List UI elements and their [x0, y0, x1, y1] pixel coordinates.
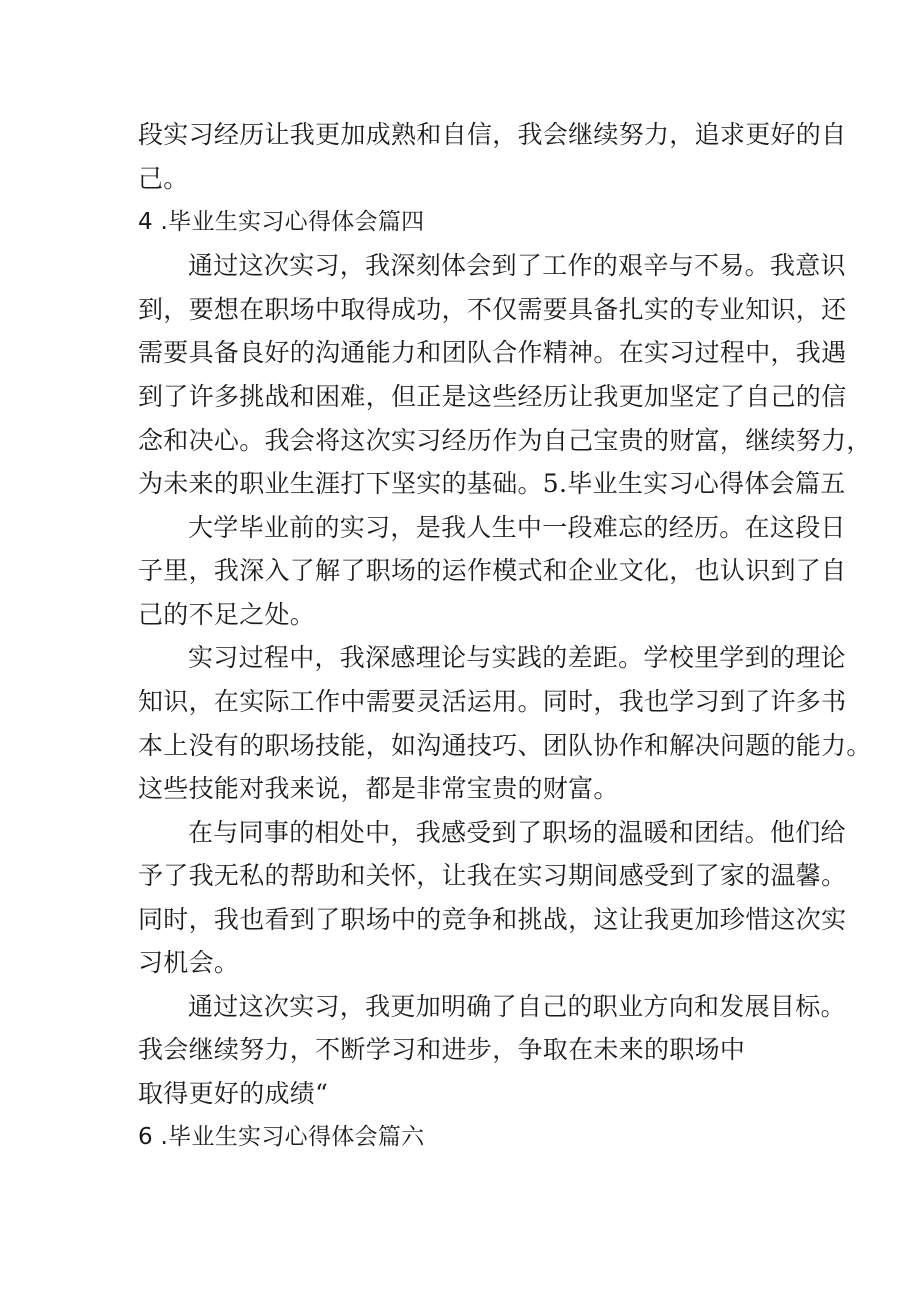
paragraph-line: 实习过程中，我深感理论与实践的差距。学校里学到的理论: [188, 643, 846, 672]
paragraph-line: 到了许多挑战和困难，但正是这些经历让我更加坚定了自己的信: [138, 382, 847, 411]
paragraph-line: 取得更好的成绩“: [138, 1079, 329, 1108]
paragraph-line: 同时，我也看到了职场中的竞争和挑战，这让我更加珍惜这次实: [138, 905, 847, 934]
paragraph-line: 这些技能对我来说，都是非常宝贵的财富。: [138, 774, 619, 803]
paragraph-line: 己的不足之处。: [138, 600, 316, 629]
paragraph-line: 知识，在实际工作中需要灵活运用。同时，我也学习到了许多书: [138, 687, 847, 716]
paragraph-line: 通过这次实习，我更加明确了自己的职业方向和发展目标。: [188, 992, 846, 1021]
paragraph-line: 到，要想在职场中取得成功，不仅需要具备扎实的专业知识，还: [138, 295, 847, 324]
paragraph-line: 我会继续努力，不断学习和进步，争取在未来的职场中: [138, 1035, 746, 1064]
paragraph-line: 在与同事的相处中，我感受到了职场的温暖和团结。他们给: [188, 818, 846, 847]
paragraph-line: 需要具备良好的沟通能力和团队合作精神。在实习过程中，我遇: [138, 338, 847, 367]
paragraph-line: 大学毕业前的实习，是我人生中一段难忘的经历。在这段日: [188, 513, 846, 542]
paragraph-line: 子里，我深入了解了职场的运作模式和企业文化，也认识到了自: [138, 556, 847, 585]
paragraph-line: 为未来的职业生涯打下坚实的基础。5.毕业生实习心得体会篇五: [138, 469, 846, 498]
paragraph-line: 予了我无私的帮助和关怀，让我在实习期间感受到了家的温馨。: [138, 861, 847, 890]
section-heading-6: 6 .毕业生实习心得体会篇六: [138, 1124, 425, 1150]
paragraph-line: 念和决心。我会将这次实习经历作为自己宝贵的财富，继续努力，: [138, 426, 872, 455]
section-heading-4: 4 .毕业生实习心得体会篇四: [138, 209, 425, 235]
paragraph-line: 本上没有的职场技能，如沟通技巧、团队协作和解决问题的能力。: [138, 731, 872, 760]
paragraph-line: 习机会。: [138, 948, 240, 977]
paragraph-line: 己。: [138, 164, 189, 193]
paragraph-line: 通过这次实习，我深刻体会到了工作的艰辛与不易。我意识: [188, 251, 846, 280]
paragraph-line: 段实习经历让我更加成熟和自信，我会继续努力，追求更好的自: [138, 120, 847, 149]
